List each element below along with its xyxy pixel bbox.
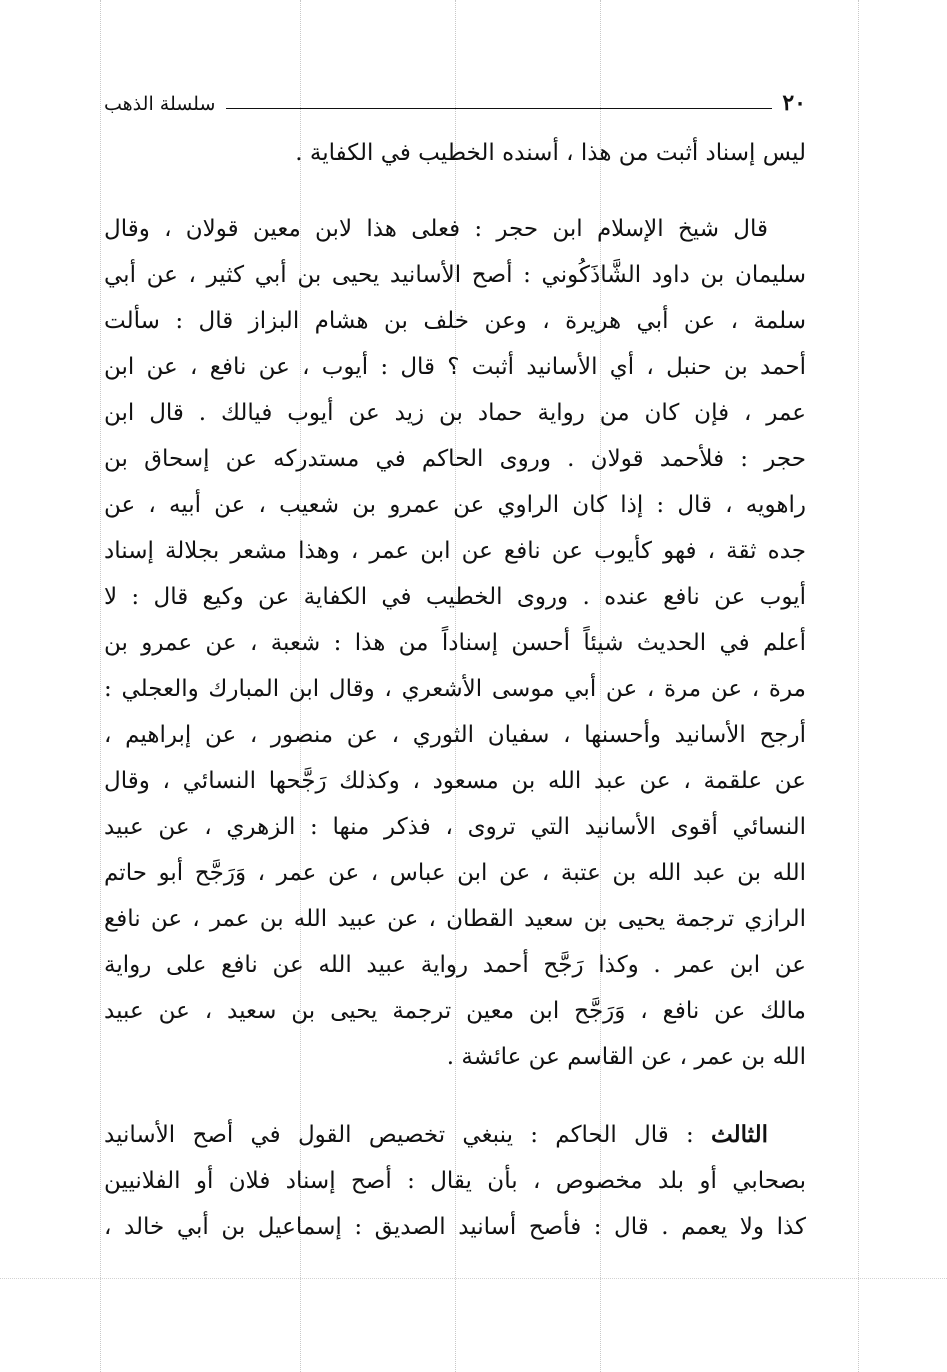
paragraph-1 — [104, 130, 806, 176]
scan-guide-line — [0, 1278, 947, 1279]
text-line: حجر : فلأحمد قولان . وروى الحاكم في مستدركه عن إسحاق بن — [104, 446, 806, 472]
text-line: ليس إسناد أثبت من هذا ، أسنده الخطيب في الكفاية . — [295, 140, 806, 166]
scan-guide-line — [858, 0, 859, 1372]
running-title: سلسلة الذهب — [104, 93, 216, 115]
text-line: بصحابي أو بلد مخصوص ، بأن يقال : أصح إسناد فلان أو الفلانيين — [104, 1168, 806, 1194]
header-rule — [226, 108, 772, 109]
text-line: أيوب عن نافع عنده . وروى الخطيب في الكفاية عن وكيع قال : لا — [104, 584, 806, 610]
page-header — [104, 88, 806, 122]
text-line: راهويه ، قال : إذا كان الراوي عن عمرو بن شعيب ، عن أبيه ، عن — [104, 492, 806, 518]
text-line: مالك عن نافع ، وَرَجَّح ابن معين ترجمة يحيى بن سعيد ، عن عبيد — [104, 998, 806, 1024]
text-line: عمر ، فإن كان من رواية حماد بن زيد عن أيوب فيالك . قال ابن — [104, 400, 806, 426]
text-line: الله بن عمر ، عن القاسم عن عائشة . — [446, 1044, 806, 1070]
text-line-rest: : قال الحاكم : ينبغي تخصيص القول في أصح الأسانيد — [104, 1122, 712, 1148]
text-line: أعلم في الحديث شيئاً أحسن إسناداً من هذا : شعبة ، عن عمرو بن — [104, 630, 806, 656]
text-line: عن ابن عمر . وكذا رَجَّح أحمد رواية عبيد الله عن نافع على رواية — [104, 952, 806, 978]
text-line: سليمان بن داود الشَّاذَكُوني : أصح الأسانيد يحيى بن أبي كثير ، عن أبي — [104, 262, 806, 288]
text-line: الرازي ترجمة يحيى بن سعيد القطان ، عن عبيد الله بن عمر ، عن نافع — [104, 906, 806, 932]
text-line: أرجح الأسانيد وأحسنها ، سفيان الثوري ، عن منصور ، عن إبراهيم ، — [104, 722, 806, 748]
text-line: كذا ولا يعمم . قال : فأصح أسانيد الصديق : إسماعيل بن أبي خالد ، — [104, 1214, 806, 1240]
text-line: جده ثقة ، فهو كأيوب عن نافع عن ابن عمر ، وهذا مشعر بجلالة إسناد — [104, 538, 806, 564]
text-line: النسائي أقوى الأسانيد التي تروى ، فذكر منها : الزهري ، عن عبيد — [104, 814, 806, 840]
paragraph-3 — [104, 1112, 806, 1250]
text-line: سلمة ، عن أبي هريرة ، وعن خلف بن هشام البزاز قال : سألت — [104, 308, 806, 334]
text-line — [104, 1112, 806, 1158]
text-line: أحمد بن حنبل ، أي الأسانيد أثبت ؟ قال : أيوب ، عن نافع ، عن ابن — [104, 354, 806, 380]
text-line: مرة ، عن مرة ، عن أبي موسى الأشعري ، وقال ابن المبارك والعجلي : — [104, 676, 806, 702]
text-line: عن علقمة ، عن عبد الله بن مسعود ، وكذلك رَجَّحها النسائي ، وقال — [104, 768, 806, 794]
section-lead-word: الثالث — [711, 1121, 768, 1148]
scan-guide-line — [100, 0, 101, 1372]
page-number: ٢٠ — [782, 90, 806, 116]
paragraph-2 — [104, 206, 806, 1080]
text-line: قال شيخ الإسلام ابن حجر : فعلى هذا لابن معين قولان ، وقال — [104, 216, 768, 242]
text-line: الله بن عبد الله بن عتبة ، عن ابن عباس ، عن عمر ، وَرَجَّح أبو حاتم — [104, 860, 806, 886]
